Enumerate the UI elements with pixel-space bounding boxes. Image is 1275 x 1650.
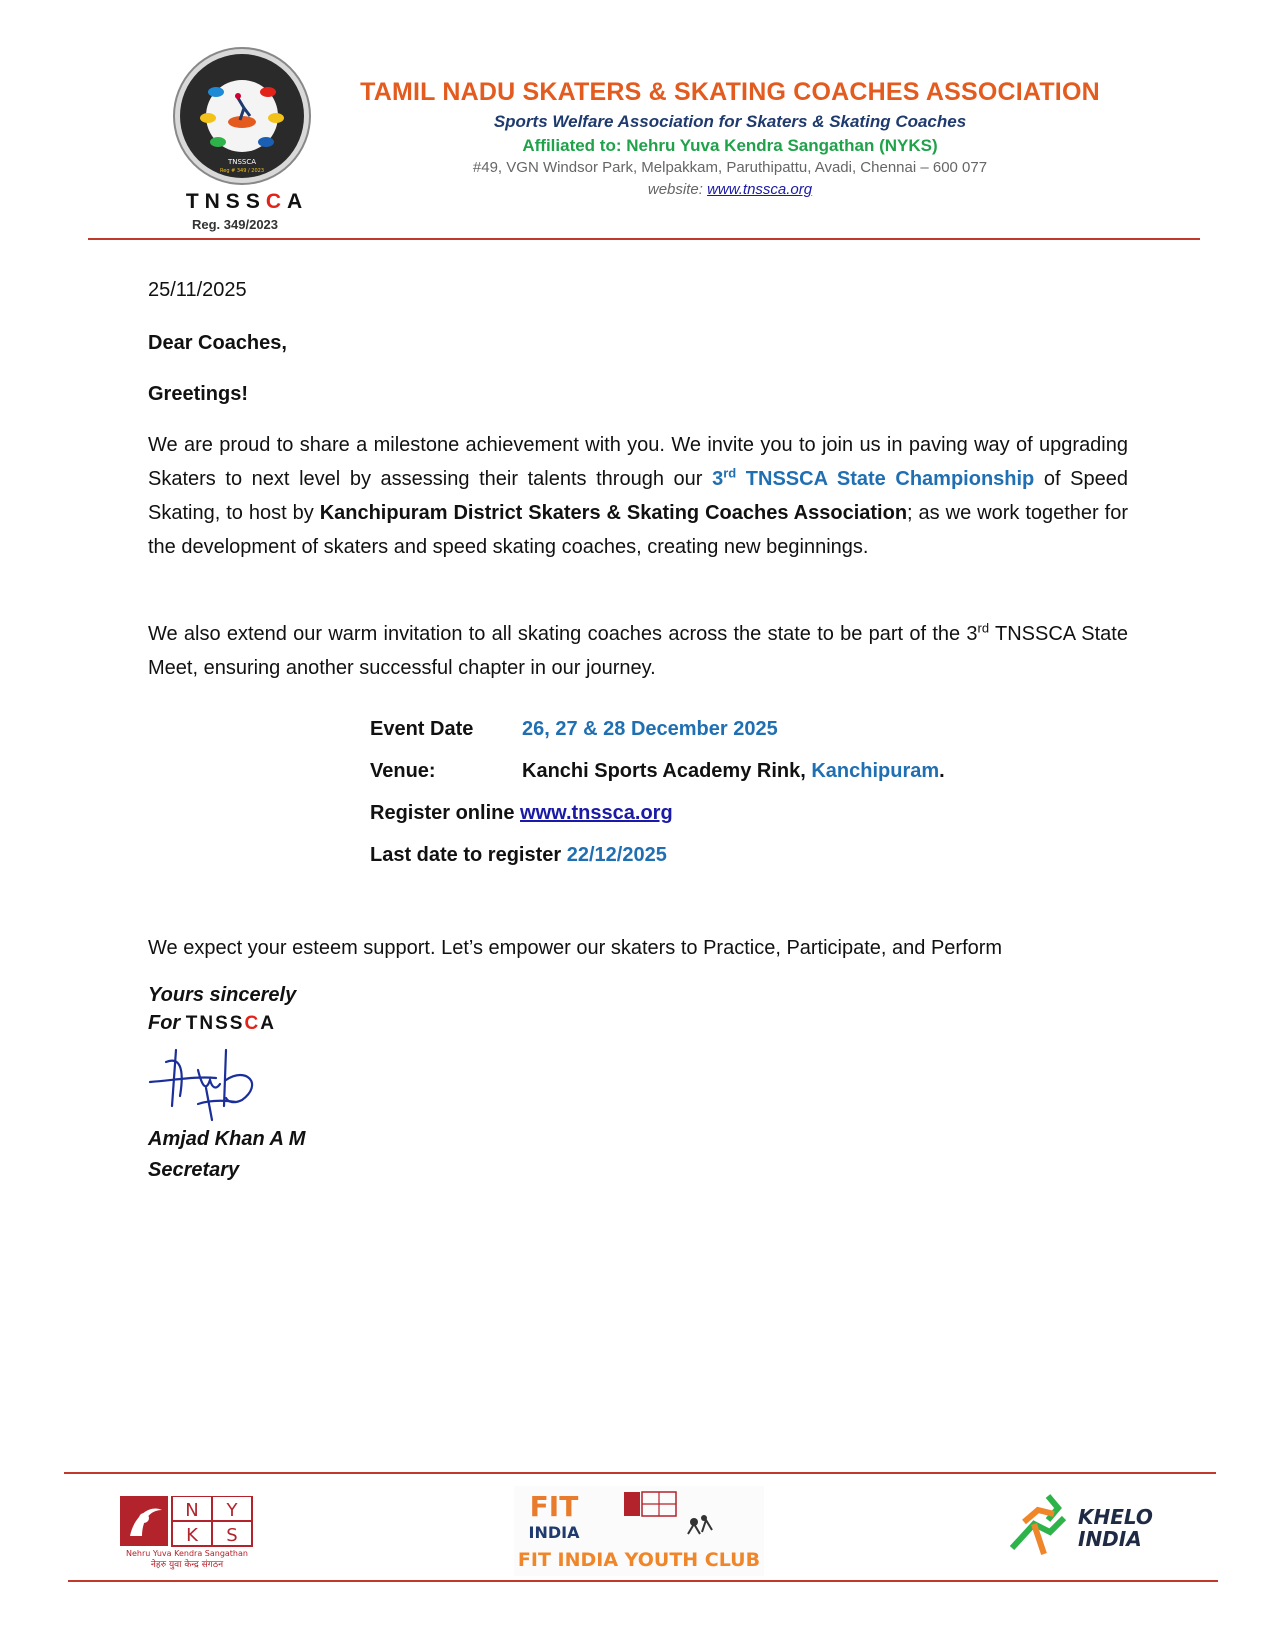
sign-for: For TNSSCA [148,1012,276,1034]
header-divider [88,238,1200,240]
nyks-letter-y: Y [226,1500,238,1521]
fit-line2: INDIA [528,1523,580,1542]
org-name: TAMIL NADU SKATERS & SKATING COACHES ASSOCIATION [360,78,1100,106]
fit-india-logo-icon [514,1486,764,1576]
register-row: Register online www.tnssca.org [370,802,673,824]
footer-divider-bottom [68,1580,1218,1582]
nyks-letter-s: S [226,1525,238,1546]
event-date-row: Event Date 26, 27 & 28 December 2025 [370,718,778,740]
nyks-letter-k: K [186,1525,198,1546]
khelo-line2: INDIA [1078,1527,1142,1551]
signature-icon [146,1040,276,1122]
signer-name: Amjad Khan A M [148,1128,306,1150]
nyks-caption-hindi: नेहरु युवा केन्द्र संगठन [150,1560,224,1570]
khelo-india-logo-icon [1004,1488,1154,1568]
logo-wordmark: TNSSCA [185,190,309,213]
affiliation: Affiliated to: Nehru Yuva Kendra Sangathan (NYKS) [522,136,938,155]
letter-date: 25/11/2025 [148,279,247,301]
footer-divider-top [64,1472,1216,1474]
website-line: website: www.tnssca.org [647,181,813,198]
greeting: Greetings! [148,383,249,405]
venue-row: Venue: Kanchi Sports Academy Rink, Kanchipuram. [370,760,945,782]
salutation: Dear Coaches, [148,332,287,354]
logo-reg-label: Reg # 349 / 2023 [220,168,264,174]
fit-club-label: FIT INDIA YOUTH CLUB [517,1549,761,1571]
paragraph-1: We are proud to share a milestone achievement with you. We invite you to join us in paving way of upgrading Skaters to next level by assessing their talents through our 3rd TNSSCA State Championship of Speed Skating, to host by Kanchipuram District Skaters & Skating Coaches Association; as we work together for the development of skaters and speed skating coaches, creating new beginnings. [148,434,1129,558]
sign-off: Yours sincerely [148,984,297,1006]
logo-center-label: TNSSCA [227,158,257,166]
address: #49, VGN Windsor Park, Melpakkam, Paruthipattu, Avadi, Chennai – 600 077 [472,159,988,176]
registration-number: Reg. 349/2023 [192,217,279,232]
fit-line1: FIT [529,1490,579,1523]
register-link[interactable]: www.tnssca.org [520,802,673,824]
nyks-letter-n: N [185,1500,199,1521]
closing-line: We expect your esteem support. Let’s empower our skaters to Practice, Participate, and Perform [148,937,1003,959]
tagline: Sports Welfare Association for Skaters & Skating Coaches [493,112,967,131]
tnssca-logo-icon [172,46,312,186]
signer-title: Secretary [148,1159,240,1181]
nyks-caption: Nehru Yuva Kendra Sangathan [126,1549,248,1558]
website-link[interactable]: www.tnssca.org [707,181,813,198]
nyks-logo-icon [120,1496,254,1570]
paragraph-2: We also extend our warm invitation to all skating coaches across the state to be part of the 3rd TNSSCA State Meet, ensuring another successful chapter in our journey. [148,620,1128,679]
khelo-line1: KHELO [1078,1505,1153,1529]
last-date-row: Last date to register 22/12/2025 [370,844,667,866]
